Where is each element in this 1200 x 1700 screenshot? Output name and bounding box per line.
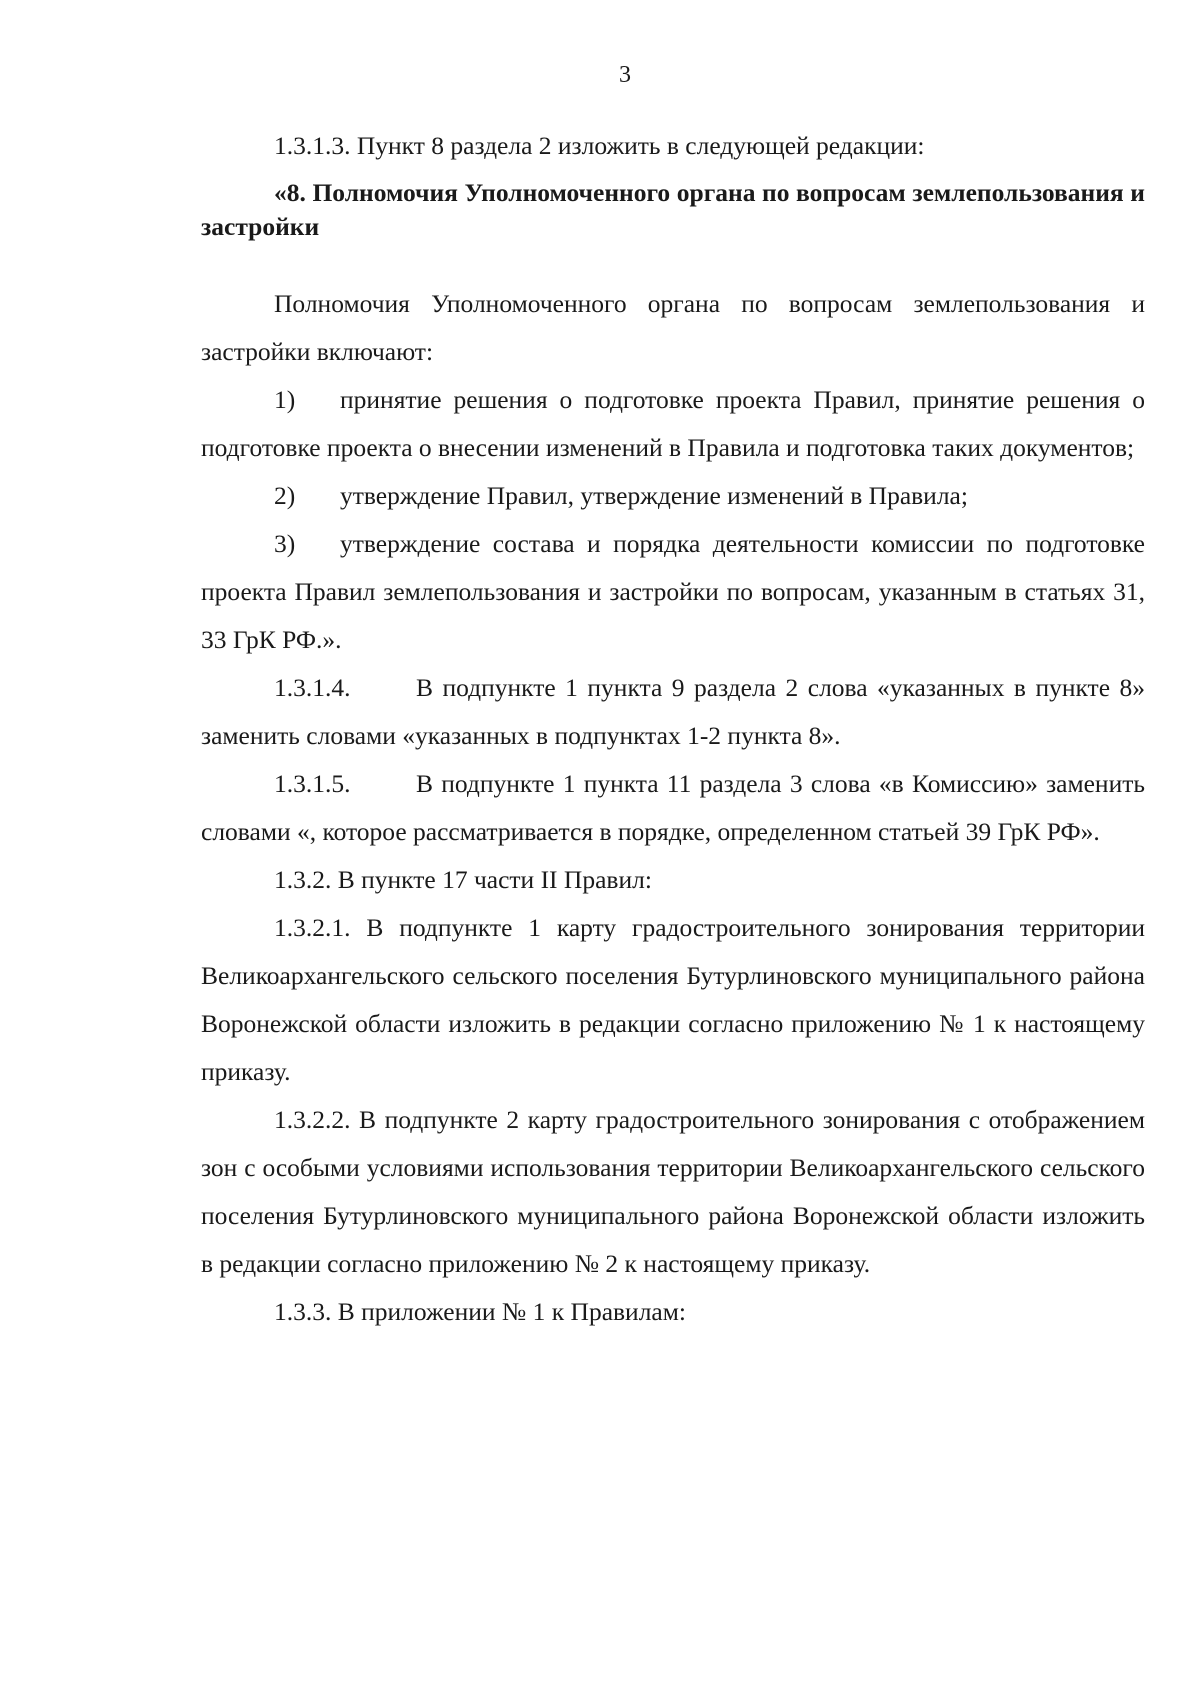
paragraph-1-3-1-3: 1.3.1.3. Пункт 8 раздела 2 изложить в следующей редакции:	[274, 131, 925, 160]
paragraph-1-3-3: 1.3.3. В приложении № 1 к Правилам:	[274, 1297, 686, 1326]
list-item-2-number: 2)	[274, 481, 296, 510]
paragraph-1-3-2-2: 1.3.2.2. В подпункте 2 карту градостроительного зонирования с отображением зон с особыми условиями использования территории Великоархангельского сельского поселения Бутурлиновского муниципального района Воронежской области изложить в редакции согласно приложению № 2 к настоящему приказу.	[201, 1105, 1145, 1278]
list-item-2-text: утверждение Правил, утверждение изменений в Правила;	[340, 481, 968, 510]
list-item-3-text: утверждение состава и порядка деятельности комиссии по подготовке проекта Правил землепользования и застройки по вопросам, указанным в статьях 31, 33 ГрК РФ.».	[201, 529, 1145, 654]
paragraph-1-3-2: 1.3.2. В пункте 17 части II Правил:	[274, 865, 652, 894]
powers-intro: Полномочия Уполномоченного органа по вопросам землепользования и застройки включают:	[201, 289, 1145, 366]
paragraph-1-3-1-4	[201, 664, 1145, 760]
list-item-2	[201, 472, 1145, 520]
paragraph-1-3-1-5	[201, 760, 1145, 856]
paragraph-1-3-1-4-number: 1.3.1.4.	[274, 673, 351, 702]
paragraph-1-3-1-5-text: В подпункте 1 пункта 11 раздела 3 слова «в Комиссию» заменить словами «, которое рассматривается в порядке, определенном статьей 39 ГрК РФ».	[201, 769, 1145, 846]
list-item-1-text: принятие решения о подготовке проекта Правил, принятие решения о подготовке проекта о внесении изменений в Правила и подготовка таких документов;	[201, 385, 1145, 462]
page-number: 3	[619, 62, 631, 88]
document-body	[201, 122, 1145, 1336]
list-item-1-number: 1)	[274, 385, 296, 414]
list-item-1	[201, 376, 1145, 472]
paragraph-1-3-1-5-number: 1.3.1.5.	[274, 769, 351, 798]
list-item-3	[201, 520, 1145, 664]
list-item-3-number: 3)	[274, 529, 296, 558]
paragraph-1-3-2-1: 1.3.2.1. В подпункте 1 карту градостроительного зонирования территории Великоархангельского сельского поселения Бутурлиновского муниципального района Воронежской области изложить в редакции согласно приложению № 1 к настоящему приказу.	[201, 913, 1145, 1086]
section-heading: «8. Полномочия Уполномоченного органа по вопросам землепользования и застройки	[201, 178, 1145, 241]
paragraph-1-3-1-4-text: В подпункте 1 пункта 9 раздела 2 слова «указанных в пункте 8» заменить словами «указанных в подпунктах 1-2 пункта 8».	[201, 673, 1145, 750]
